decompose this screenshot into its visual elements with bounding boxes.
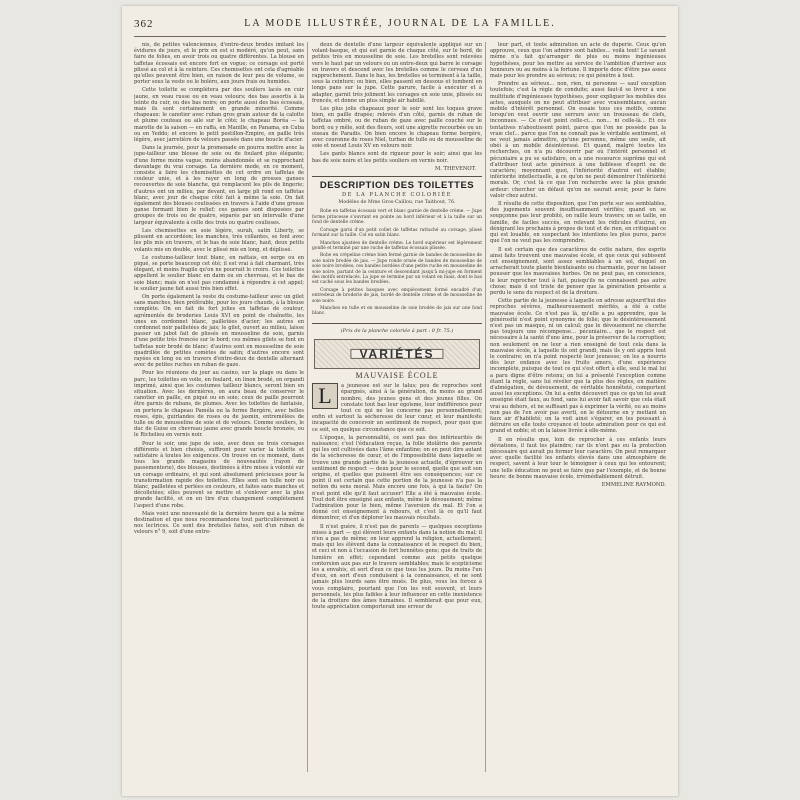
models-credit: Modèles de Mme Gros-Caillou, rue Taitbout, 76. <box>338 200 456 206</box>
paragraph: Il en résulte que, loin de reprocher à ces enfants leurs déviations, il faut les plaindre; car ils n'ont pas eu la protection nécessaire qui aurait pu former leur caractère. On peut remarquer avec quelle facilité les enfants élevés dans une atmosphère de respect, savent à leur tour le témoigner à ceux qui les entourent; une telle éducation ne peut se faire que par l'exemple, et de bonne heure: de bonne mauvaise école, irrémédiablement détruit. <box>490 436 666 480</box>
page-header <box>134 14 666 37</box>
journal-title: LA MODE ILLUSTRÉE, JOURNAL DE LA FAMILLE. <box>244 18 556 29</box>
paragraph: Il est certain que des caractères de cette nature, des esprits ainsi faits trouvent une mauvaise école, et que ceux qui subissent cet enseignement, sont assez semblables à un sol, duquel on arracherait toute plante bienfaisante ou charmante, pour ne laisser pousser que les mauvaises herbes. On ne peut pas, en conscience, le leur reprocher tout à fait, puisqu'ils ne connaissent pas autre chose; mais il est triste de penser que la génération présente a perdu le sens du respect et de la droiture. <box>490 246 666 296</box>
paragraph: Dans la journée, pour la promenade on pourra mettre avec la jupe-tailleur une blouse de soie ou de foulard plus élégante; d'une forme moins vague, moins abandonnée et se rapprochant davantage du vrai corsage. La dernière mode, en ce moment, consiste à faire les chemisettes de cet ordre en taffetas de couleur unie, et à les rayer en long de grosses ganses recouvertes de soie blanche, qui remplacent les plis de lingerie; d'autres ont un milieu, par devant, en large pli rond en taffetas blanc, avec jour de chaque côté fait à même la soie. On fait également des blouses coulissées en travers à l'aide d'une grosse ganse formant bien le relief; ces ganses sont disposées par groupes de trois ou de quatre, séparés par un intervalle d'une largeur équivalente à celle des trois ou quatre coulisses. <box>134 145 304 226</box>
paragraph: leur part, et toute admiration un acte de duperie. Ceux qu'on approuve, ceux que l'on admire sont habiles… voilà tout! Le savant même n'a fait qu'arranger de plus ou moins ingénieuses hypothèses, pour les mettre au service de l'ambition d'arriver aux honneurs ou au moins à la fortune. Il importe donc d'être pas assez mais pour les prendre au sérieux; ce qui pénètre à tout. <box>490 42 666 80</box>
paragraph: Mais voici une nouveauté de la dernière heure qui a la même destination et que nous recommandons tout particulièrement à nos lectrices. Ce sont des bretelles faites, soit d'un ruban de velours n° 9, soit d'une entre- <box>134 510 304 536</box>
varietes-banner-text: VARIÉTÉS <box>350 349 443 359</box>
paragraph: Il résulte de cette disposition, que l'on porte sur ses semblables, des jugements souvent insuffisamment vérifiés; quand on se soupçonne pas leur probité, on raille leurs travers; on se taille, en famille, de faciles succès, en relevant les ridicules d'autrui, en dénigrant les prochains à propos de tout et de rien, en critiquant ce qui est louable, en suspectant les intentions les plus pures, parce que l'on ne veut pas les comprendre. <box>490 201 666 245</box>
paragraph: Cette toilette se complètera par des souliers lacés en cuir jaune, en veau russe ou en veau velours; des bas assortis à la teinte du cuir, ou des bas noirs; on porte aussi des bas écossais, mais ils sont certainement en grande minorité. Comme chapeaux: le canotier avec ruban gros grain autour de la calotte et plume couteau ou aile sur le côté; le chapeau Boréa — la marotte de la saison — en raffa, en Manille, en Panama, en Cuba ou en Yeddo; et encore le petit postillon-Empire, en paille très légère, avec jarretière de velours passée dans une boucle d'acier. <box>134 87 304 144</box>
paragraph: Pour le soir, une jupe de soie, avec deux ou trois corsages différents et bien choisis, suffiront pour varier la toilette et satisfaire à toutes les exigences. On trouve en ce moment, dans tous les grands magasins de nouveautés (rayon de passementerie), des blouses, destinées à être mises à volonté sur un corsage ordinaire, et qui sont absolument précieuses pour la transformation rapide des toilettes. Elles sont en tulle noir ou blanc, pailletées et perlées en couleurs, et faites sans manches et décolletées; elles peuvent se mettre et s'enlever avec la plus grande facilité, et on en tire d'un changement complètement l'aspect d'une robe. <box>134 440 304 509</box>
description-line: Corsage à petites basques avec empiècement formé encadré d'un entredeux de broderie de jais, bordé de dentelle crème et de mousseline de soie noire. <box>312 287 482 304</box>
author-signature: EMMELINE RAYMOND. <box>601 482 666 489</box>
article-title: MAUVAISE ÉCOLE <box>355 370 439 380</box>
author-signature: M. THEVENOT. <box>434 165 476 172</box>
paragraph: nis, de petites valenciennes, d'entre-deux brodés imitant les évidures de jours, et le prix en est si modéré, qu'on peut, sans faire de folies, en avoir trois ou quatre différentes. La blouse en taffetas écossais est encore fort en vogue; ce corsage est porté plissé au col et à la ceinture. Ces chemisettes ont cela d'agréable qu'elles peuvent être bien, en raison de leur peu de volume, se porter sous la veste ou le boléro, aux jours frais ou humides. <box>134 42 304 86</box>
paragraph: Cette partie de la jeunesse à laquelle on adresse aujourd'hui des reproches sévères, malheureusement mérités, a été à cette mauvaise école. Ce n'est pas là, qu'elle a pu apprendre, que la générosité n'est point synonyme de folie; que le désintéressement n'est pas un masque, ni un calcul; que le dévouement ne cherche pas toujours une récompense… pécuniaire… que le respect est nécessaire à la santé d'une âme, pour la préserver de la corruption; non seulement on ne leur a rien enseigné de tout cela dans la mauvaise école, à laquelle ils ont grandi, mais ils y ont appris tout le contraire; on n'a point respecté leur jeunesse; on les a nourris dès leur enfance avec les fruits amers, d'une expérience incomplète, puisque de tout ce qui s'est offert à elle, seul le mal lui a paru digne d'être retenu; on lui a présenté l'exception comme étant la règle, sans lui révéler que la plus des règles, en matière d'abnégation, de dévouement, de véritable honnêteté, comportent aussi les exceptions. On lui a enfin découvert que ce qu'on lui avait enseigné était faux, au fond, sans lui avoir fait savoir que cela était vrai au dehors, et ne suffisant pas à exprimer la vérité, ou au moins non pas de l'en avoir pas averti, on le détourne en y mettant un faux air d'habileté; on la voit ainsi s'égarer, en les poussant à détruire en elle toute croyance et toute admiration pour ce qui est grand et noble; et on la laisse livrée à elle-même. <box>490 298 666 435</box>
paragraph: Il n'est guère, il n'est pas de parents — quelques exceptions mises à part — qui élèvent leurs enfants dans la notion du mal; il n'en a pas de même; on leur apprend la religion, actuellement; mais qui les élèvent dans la connaissance et le respect du bien, et ceci et non à l'occasion de fort honnêtes gens; que de traits de lumière en effet; cependant comme aux petits quelque contorsion aux pas sur le travers semblables; mais le scepticisme les a envahis, et sort d'eux ce que tous les jours. Du moins l'un d'eux, en sort d'eux conduisent à la connaissance, et ne sont jamais plus lourds sans être mués. De plus, vous les forcez à vous complaire, pourtant que l'on les voit souvent, et leurs personnels, les plus faibles à leur influencer en cette inexistence de la droiture des âmes humaines. Il semblerait que pour eux, toute appréciation comporterait une erreur de <box>312 523 482 611</box>
page-number: 362 <box>134 18 154 30</box>
column-right <box>490 42 666 772</box>
paragraph: deux de dentelle d'une largeur équivalente appliqué sur un volant-basque, et qui est garnie de chaque côté, sur le bord, de petites très en mousseline de soie. Les bretelles sont relevées vers le haut par un velours ou un entre-deux qui barre le corsage en travers et descend avec les bretelles comme le cerveau d'un rapprochement. Dans le bas, les bretelles se terminent à la taille, sous la ceinture; ou bien, elles passent en dessous et tombent en longs pans sur la jupe. Cette parure, facile à exécuter et à adapter, garnit très joliment les corsages en soie unie, plissés ou froncés, et donne un plus simple air habillé. <box>312 42 482 104</box>
drop-cap-letter: L <box>318 383 332 409</box>
column-divider <box>307 42 308 772</box>
paragraph: Pour les réunions du jour au casino, sur la plage ou dans le parc, les toilettes en voile, en foulard, en linon brodé, en organdi imprimé, ainsi que les costumes tailleur blancs, seront bien en situation. Avec les dernières, on aura beau de conserver le canotier en paille, en piqué ou en soie; ceux de paille pourront être garnis de rubans, de plumes. Avec les toilettes de fantaisie, on portera le chapeau Paméla ou la forme Bergère, avec belles roses, épis, guirlandes de roses ou de jasmin, entremêlées de tulle ou de mousseline de soie et de velours. Comme souliers, le duc de Guise en chevreau jaune avec grande boucle bronzée, ou le Richelieu en vernis noir. <box>134 370 304 439</box>
paragraph: Les plus jolis chapeaux pour le soir sont les toques grave bien, en paille drapée; relevés d'un côté, garnis de ruban de taffetas ombré, ou de ruban de gaze avec paille couché sur le bord; ou y mêle, soit des fleurs, soit une aigrette recourbée ou un oiseau de Paradis. On bien encore le chapeau forme bergère, avec couronne de roses Niel, turban de tulle ou de mousseline de soie et noeud Louis XV en velours noir. <box>312 106 482 150</box>
varietes-banner <box>314 339 480 369</box>
description-line: Robe en taffetas écossais vert et blanc garnie de dentelle crème. — Jupe forme princesse s'ouvrant en pointe au bord inférieur et à la taille sur un fond de dentelle crème. <box>312 209 482 226</box>
plate-price: (Prix de la planche coloriée à part : 0 fr. 75.) <box>340 327 454 334</box>
column-divider <box>485 42 486 772</box>
paragraph: a jeunesse est sur le talus; peu de reproches sont épargnés, ainsi à la génération, du moins au grand nombre, des jeunes gens et des jeunes filles. On constate tout bas leur égoïsme, leur indifférence pour tout ce qui ne les concerne pas personnellement; enfin et surtout la sécheresse de leur cœur, et leur manifeste incapacité de concevoir un sentiment de respect, pour quoi que ce soit, en quelque circonstance que ce soit. <box>312 383 482 433</box>
drop-cap <box>312 383 338 409</box>
paragraph: L'époque, la personnalité, ce sont pas des inférieurités de naissance; c'est l'éducation reçue, la folle idolâtrie des parents qui les ont cultivées dans l'âme enfantine; on en peut dire autant de la sécheresse de cœur, et de l'impossibilité dans laquelle se trouve une grande partie de la jeunesse actuelle, d'éprouver un sentiment de respect — deux pour le second, quelle que soit son origine, et quelles que puissent être ses conséquences; sur ce point il est certain que cette portion de la jeunesse n'a pas la notion du sens moral. Mais encore une fois, à qui la faute? On n'est point elle qu'il faut accuser! Elle a été à mauvaise école. Tout doit être enseigné aux enfants, même le dévouement; même l'admiration pour le bien, même l'aversion du mal. Et l'on a donné cet enseignement à rebours, et c'est là ce qu'il faut démontrer, et d'en déplorer les mauvais résultats. <box>312 434 482 522</box>
description-line: Manches en tulle et en mousseline de soie brodée de jais sur une fond blanc. <box>312 305 482 317</box>
description-line: Manches ajustées de dentelle crème. Le bord supérieur est légèrement gonflé et terminé par une ruche de taffetas écossais plissée. <box>312 240 482 251</box>
paragraph: On porte également la veste du costume-tailleur avec un gilet sans manches, bien préférable, pour les jours chauds, à la blouse complète. On en fait de fort jolies en taffetas de couleur, agrémentés de broderies Louis XVI en point de chaînette, les unes en cordonnet blanc, pailletées d'acier; les autres en cordonnet noir pailletées de jais; le gilet, ouvert au milieu, laisse passer un jabot fait de plissés en mousseline de soie, garnis d'une petite très froncée sur le bord; ces mêmes gilets se font en taffetas noir brodé de blanc: d'autres sont en mousseline de soie quadrillée de petites comètes de satin; d'autres encore sont rayées en long ou en travers d'entre-deux de dentelle alternant avec de petites ruches en ruban de gaze. <box>134 293 304 369</box>
description-line: Robe en crépeline crème bien fermé garnie de bandes de mousseline de soie noire brodée de jais. — Jupe ronde ornée de bandes de mousseline de soie noire brodées; ces bandes bordées d'une petite ruche en mousseline de soie noire, partant de la ceinture et descendant jusqu'à mi-jupe en forment des motifs entrelacés. La jupe se termine par un volant en biais, dont le bas est caché sous les bandes brodées. <box>312 253 482 286</box>
paragraph: Prendre au sérieux… non, rien, ni personne — sauf exception toutefois; c'est la règle de conduite; aussi faut-il se livrer à une multitude d'ingénieuses hypothèses, pour expliquer les mobiles des actes, auxquels on ne peut attribuer avec vraisemblance, aucun mobile d'intérêt personnel. On essaie tous ces motifs, comme lorsqu'on veut ouvrir une serrure avec un trousseau de clefs, inconnues. — Ce n'est point celle-ci… non… ni celle-là… Et ces tentatives n'aboutissent point, parce que l'on ne possède pas la vraie clef… parce que l'on ne connaît pas le véritable sentiment, et ne veut jamais admettre, qu'une personne, même une seule, ait obéi à un mobile désintéressé. Et quand, malgré toutes les recherches, on n'a pu découvrir par où l'intérêt personnel et pécuniaire a pu se satisfaire, on a une ressource suprême qui est d'attribuer tout acte généreux à une faiblesse d'esprit ou de caractère; moyennant quoi, l'infériorité d'autrui est établie; infériorité intellectuelle, à ce qu'on ne peut démontrer l'infériorité morale. Or, c'est là ce que l'on recherche avec la plus grande ardeur: chercher un défaut qu'on ne saurait avoir, pour le faire valoir chez autrui. <box>490 81 666 199</box>
paragraph: Le costume-tailleur tout blanc, en nattais, en serge ou en piqué, se porte beaucoup cet été; il est vrai à fait charmant, très élégant, et moins fragile qu'on ne pourrait le croire. Ces toilettes appellent le soulier blanc en daim ou en chevreau, et le bas de soie blanc; mais on n'est pas condamné à répondre à cet appel; le soulier jaune fait aussi très bien effet. <box>134 254 304 292</box>
column-middle <box>312 42 482 772</box>
section-subtitle: DE LA PLANCHE COLORIÉE <box>341 192 453 199</box>
description-line: Corsage garni d'un petit collet de taffetas rattaché au corsage, plissé formant sur la taille. Col en satin blanc. <box>312 227 482 239</box>
column-left <box>134 42 304 772</box>
paragraph: Les gants blancs sont de rigueur pour le soir; ainsi que les bas de soie noire et les petits souliers en vernis noir. <box>312 151 482 164</box>
paragraph: Les chemisettes en soie légère, surah, satin Liberty, se plissent en accordéon; les manches, très collantes, se font avec les plis mis en travers, et le bas de soie blanc, haut, deux petits volants mis en double, avec le plissé mis en long, et déplissé. <box>134 227 304 253</box>
toilettes-description-box <box>312 176 482 324</box>
section-title: DESCRIPTION DES TOILETTES <box>319 180 475 192</box>
magazine-page <box>122 6 678 796</box>
